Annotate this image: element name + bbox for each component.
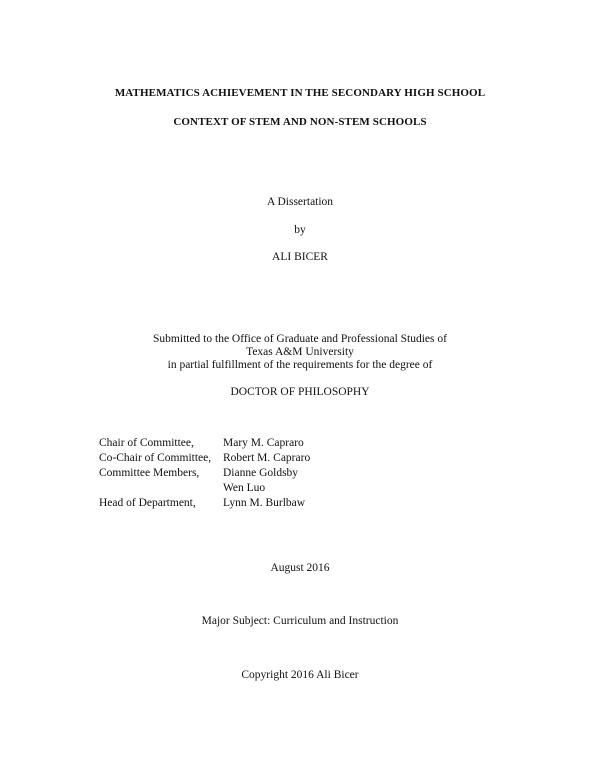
committee-role: Co-Chair of Committee,: [99, 452, 212, 464]
degree: DOCTOR OF PHILOSOPHY: [230, 386, 370, 398]
title-line-1: MATHEMATICS ACHIEVEMENT IN THE SECONDARY HIGH SCHOOL: [114, 87, 486, 99]
committee-member-name: Wen Luo: [223, 482, 266, 494]
document-type: A Dissertation: [266, 196, 334, 208]
committee-member-name: Dianne Goldsby: [223, 467, 299, 479]
submission-line-1: Submitted to the Office of Graduate and Professional Studies of: [153, 333, 447, 345]
author-name: ALI BICER: [272, 251, 328, 263]
major-subject: Major Subject: Curriculum and Instruction: [201, 615, 399, 627]
date: August 2016: [270, 562, 330, 574]
committee-member-name: Lynn M. Burlbaw: [223, 497, 306, 509]
title-line-2: CONTEXT OF STEM AND NON-STEM SCHOOLS: [173, 116, 427, 128]
by-label: by: [294, 224, 306, 236]
submission-line-3: in partial fulfillment of the requirements for the degree of: [167, 359, 433, 371]
committee-role: Chair of Committee,: [99, 437, 194, 449]
committee-role: Head of Department,: [99, 497, 196, 509]
committee-member-name: Robert M. Capraro: [223, 452, 311, 464]
committee-member-name: Mary M. Capraro: [223, 437, 304, 449]
committee-role: Committee Members,: [99, 467, 200, 479]
copyright: Copyright 2016 Ali Bicer: [241, 669, 359, 681]
submission-line-2: Texas A&M University: [246, 346, 354, 358]
